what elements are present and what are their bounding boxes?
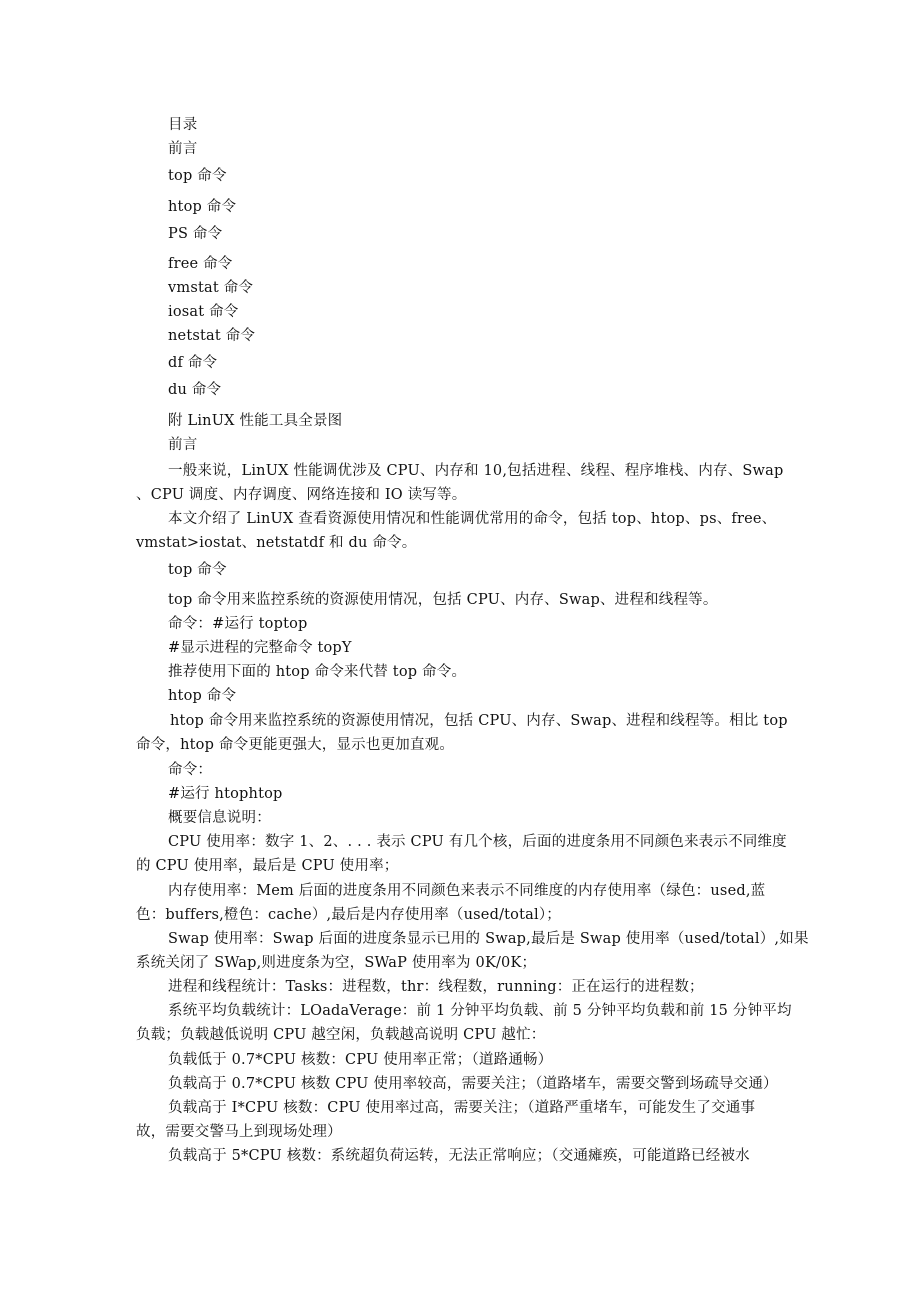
mem-usage-text: 内存使用率：Mem 后面的进度条用不同颜色来表示不同维度的内存使用率（绿色：used,蓝	[168, 883, 766, 899]
toc-item-appendix[interactable]: 附 LinUX 性能工具全景图	[168, 413, 343, 429]
htop-section-heading: htop 命令	[168, 688, 237, 704]
load-level-overload: 负载高于 5*CPU 核数：系统超负荷运转，无法正常响应；（交通瘫痪，可能道路已经被水	[168, 1148, 750, 1164]
mem-usage-text-cont: 色：buffers,橙色：cache）,最后是内存使用率（used/total）；	[136, 907, 561, 923]
top-section-heading: top 命令	[168, 562, 227, 578]
top-command-line-1: 命令：#运行 toptop	[168, 616, 308, 632]
load-level-very-high: 负载高于 I*CPU 核数：CPU 使用率过高，需要关注；（道路严重堵车，可能发生了交通事	[168, 1100, 756, 1116]
htop-description-cont: 命令，htop 命令更能更强大，显示也更加直观。	[136, 737, 455, 753]
toc-item-vmstat[interactable]: vmstat 命令	[168, 280, 254, 296]
toc-item-netstat[interactable]: netstat 命令	[168, 328, 256, 344]
toc-item-df[interactable]: df 命令	[168, 355, 218, 371]
toc-item-htop[interactable]: htop 命令	[168, 199, 237, 215]
preface-heading: 前言	[168, 437, 198, 453]
top-description: top 命令用来监控系统的资源使用情况，包括 CPU、内存、Swap、进程和线程等。	[168, 592, 718, 608]
toc-item-ps[interactable]: PS 命令	[168, 226, 223, 242]
toc-item-iosat[interactable]: iosat 命令	[168, 304, 239, 320]
top-command-line-2: #显示进程的完整命令 topY	[168, 640, 352, 656]
cpu-usage-text: CPU 使用率：数字 1、2、. . . 表示 CPU 有几个核，后面的进度条用不同颜色来表示不同维度	[168, 834, 787, 850]
load-level-high: 负载高于 0.7*CPU 核数 CPU 使用率较高，需要关注；（道路堵车，需要交警到场疏导交通）	[168, 1076, 778, 1092]
toc-item-top[interactable]: top 命令	[168, 168, 227, 184]
preface-paragraph-1: 一般来说，LinUX 性能调优涉及 CPU、内存和 10,包括进程、线程、程序堆栈、内存、Swap	[168, 463, 784, 479]
htop-command: #运行 htophtop	[168, 786, 283, 802]
htop-command-label: 命令：	[168, 762, 213, 778]
tasks-stats-text: 进程和线程统计：Tasks：进程数，thr：线程数，running：正在运行的进程数；	[168, 979, 704, 995]
top-recommendation: 推荐使用下面的 htop 命令来代替 top 命令。	[168, 664, 467, 680]
preface-paragraph-2-cont: vmstat>iostat、netstatdf 和 du 命令。	[136, 535, 417, 551]
toc-item-du[interactable]: du 命令	[168, 382, 222, 398]
overview-heading: 概要信息说明：	[168, 810, 271, 826]
load-average-text: 系统平均负载统计：LOadaVerage：前 1 分钟平均负载、前 5 分钟平均负载和前 15 分钟平均	[168, 1003, 792, 1019]
toc-heading: 目录	[168, 117, 198, 133]
preface-paragraph-2: 本文介绍了 LinUX 查看资源使用情况和性能调优常用的命令，包括 top、htop、ps、free、	[168, 511, 777, 527]
load-average-text-cont: 负载；负载越低说明 CPU 越空闲，负载越高说明 CPU 越忙：	[136, 1027, 546, 1043]
toc-item-preface[interactable]: 前言	[168, 141, 198, 157]
preface-paragraph-1-cont: 、CPU 调度、内存调度、网络连接和 IO 读写等。	[136, 487, 467, 503]
load-level-very-high-cont: 故，需要交警马上到现场处理）	[136, 1124, 342, 1140]
cpu-usage-text-cont: 的 CPU 使用率，最后是 CPU 使用率；	[136, 858, 399, 874]
load-level-low: 负载低于 0.7*CPU 核数：CPU 使用率正常；（道路通畅）	[168, 1052, 553, 1068]
swap-usage-text-cont: 系统关闭了 SWap,则进度条为空，SWaP 使用率为 0K/0K；	[136, 955, 537, 971]
toc-item-free[interactable]: free 命令	[168, 256, 233, 272]
swap-usage-text: Swap 使用率：Swap 后面的进度条显示已用的 Swap,最后是 Swap 使用率（used/total）,如果	[168, 931, 809, 947]
htop-description: htop 命令用来监控系统的资源使用情况，包括 CPU、内存、Swap、进程和线程等。相比 top	[170, 713, 788, 729]
